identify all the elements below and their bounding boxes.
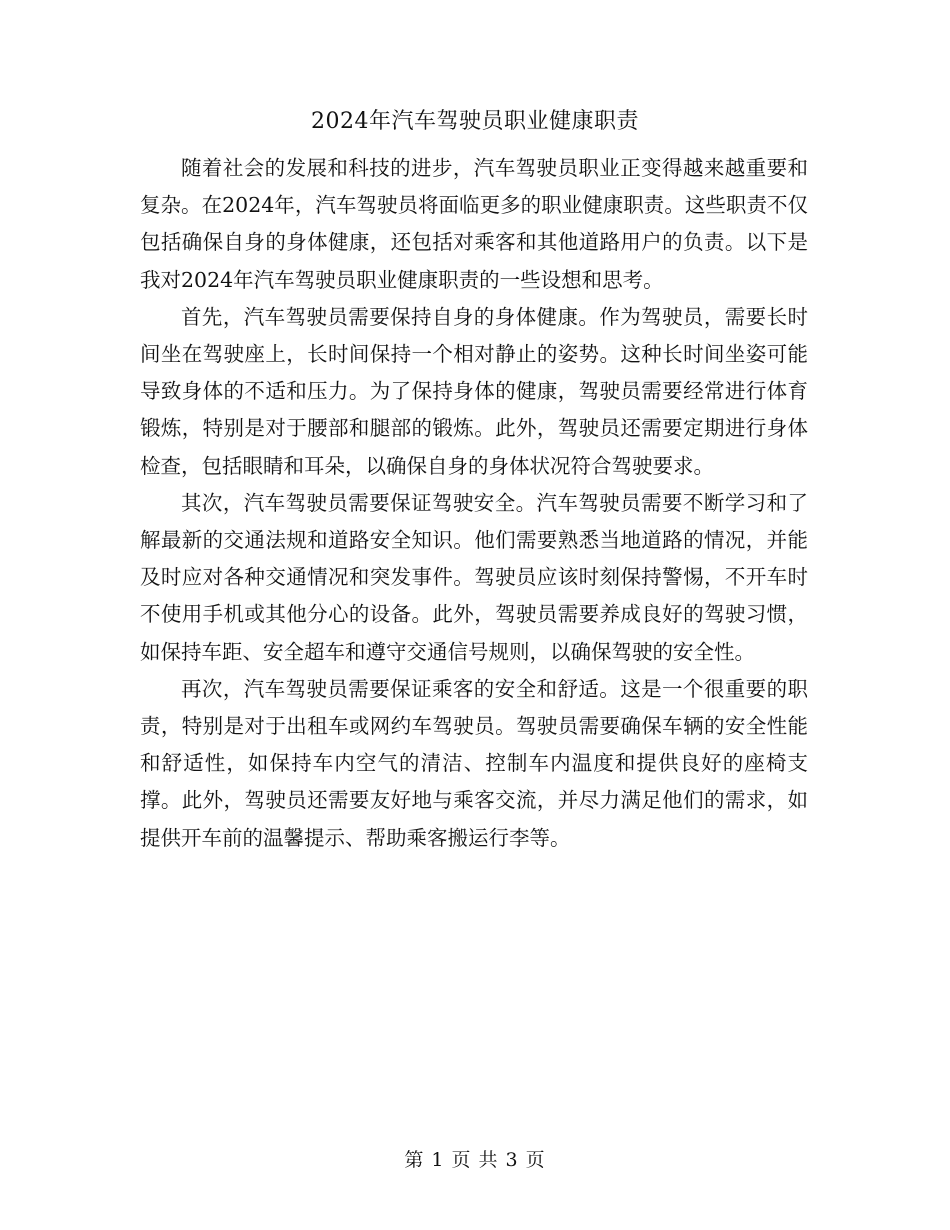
paragraph-driving-safety: 其次，汽车驾驶员需要保证驾驶安全。汽车驾驶员需要不断学习和了解最新的交通法规和道路安全知识。他们需要熟悉当地道路的情况，并能及时应对各种交通情况和突发事件。驾驶员应该时刻保持警惕，不开车时不使用手机或其他分心的设备。此外，驾驶员需要养成良好的驾驶习惯，如保持车距、安全超车和遵守交通信号规则，以确保驾驶的安全性。 (140, 490, 808, 664)
paragraph-intro: 随着社会的发展和科技的进步，汽车驾驶员职业正变得越来越重要和复杂。在2024年，汽车驾驶员将面临更多的职业健康职责。这些职责不仅包括确保自身的身体健康，还包括对乘客和其他道路用户的负责。以下是我对2024年汽车驾驶员职业健康职责的一些设想和思考。 (140, 156, 808, 292)
document-title: 2024年汽车驾驶员职业健康职责 (311, 109, 639, 134)
page-number-footer: 第 1 页 共 3 页 (404, 1149, 546, 1171)
paragraph-physical-health: 首先，汽车驾驶员需要保持自身的身体健康。作为驾驶员，需要长时间坐在驾驶座上，长时间保持一个相对静止的姿势。这种长时间坐姿可能导致身体的不适和压力。为了保持身体的健康，驾驶员需要经常进行体育锻炼，特别是对于腰部和腿部的锻炼。此外，驾驶员还需要定期进行身体检查，包括眼睛和耳朵，以确保自身的身体状况符合驾驶要求。 (140, 304, 808, 478)
paragraph-passenger-safety: 再次，汽车驾驶员需要保证乘客的安全和舒适。这是一个很重要的职责，特别是对于出租车或网约车驾驶员。驾驶员需要确保车辆的安全性能和舒适性，如保持车内空气的清洁、控制车内温度和提供良好的座椅支撑。此外，驾驶员还需要友好地与乘客交流，并尽力满足他们的需求，如提供开车前的温馨提示、帮助乘客搬运行李等。 (140, 676, 808, 850)
document-body (140, 150, 808, 857)
